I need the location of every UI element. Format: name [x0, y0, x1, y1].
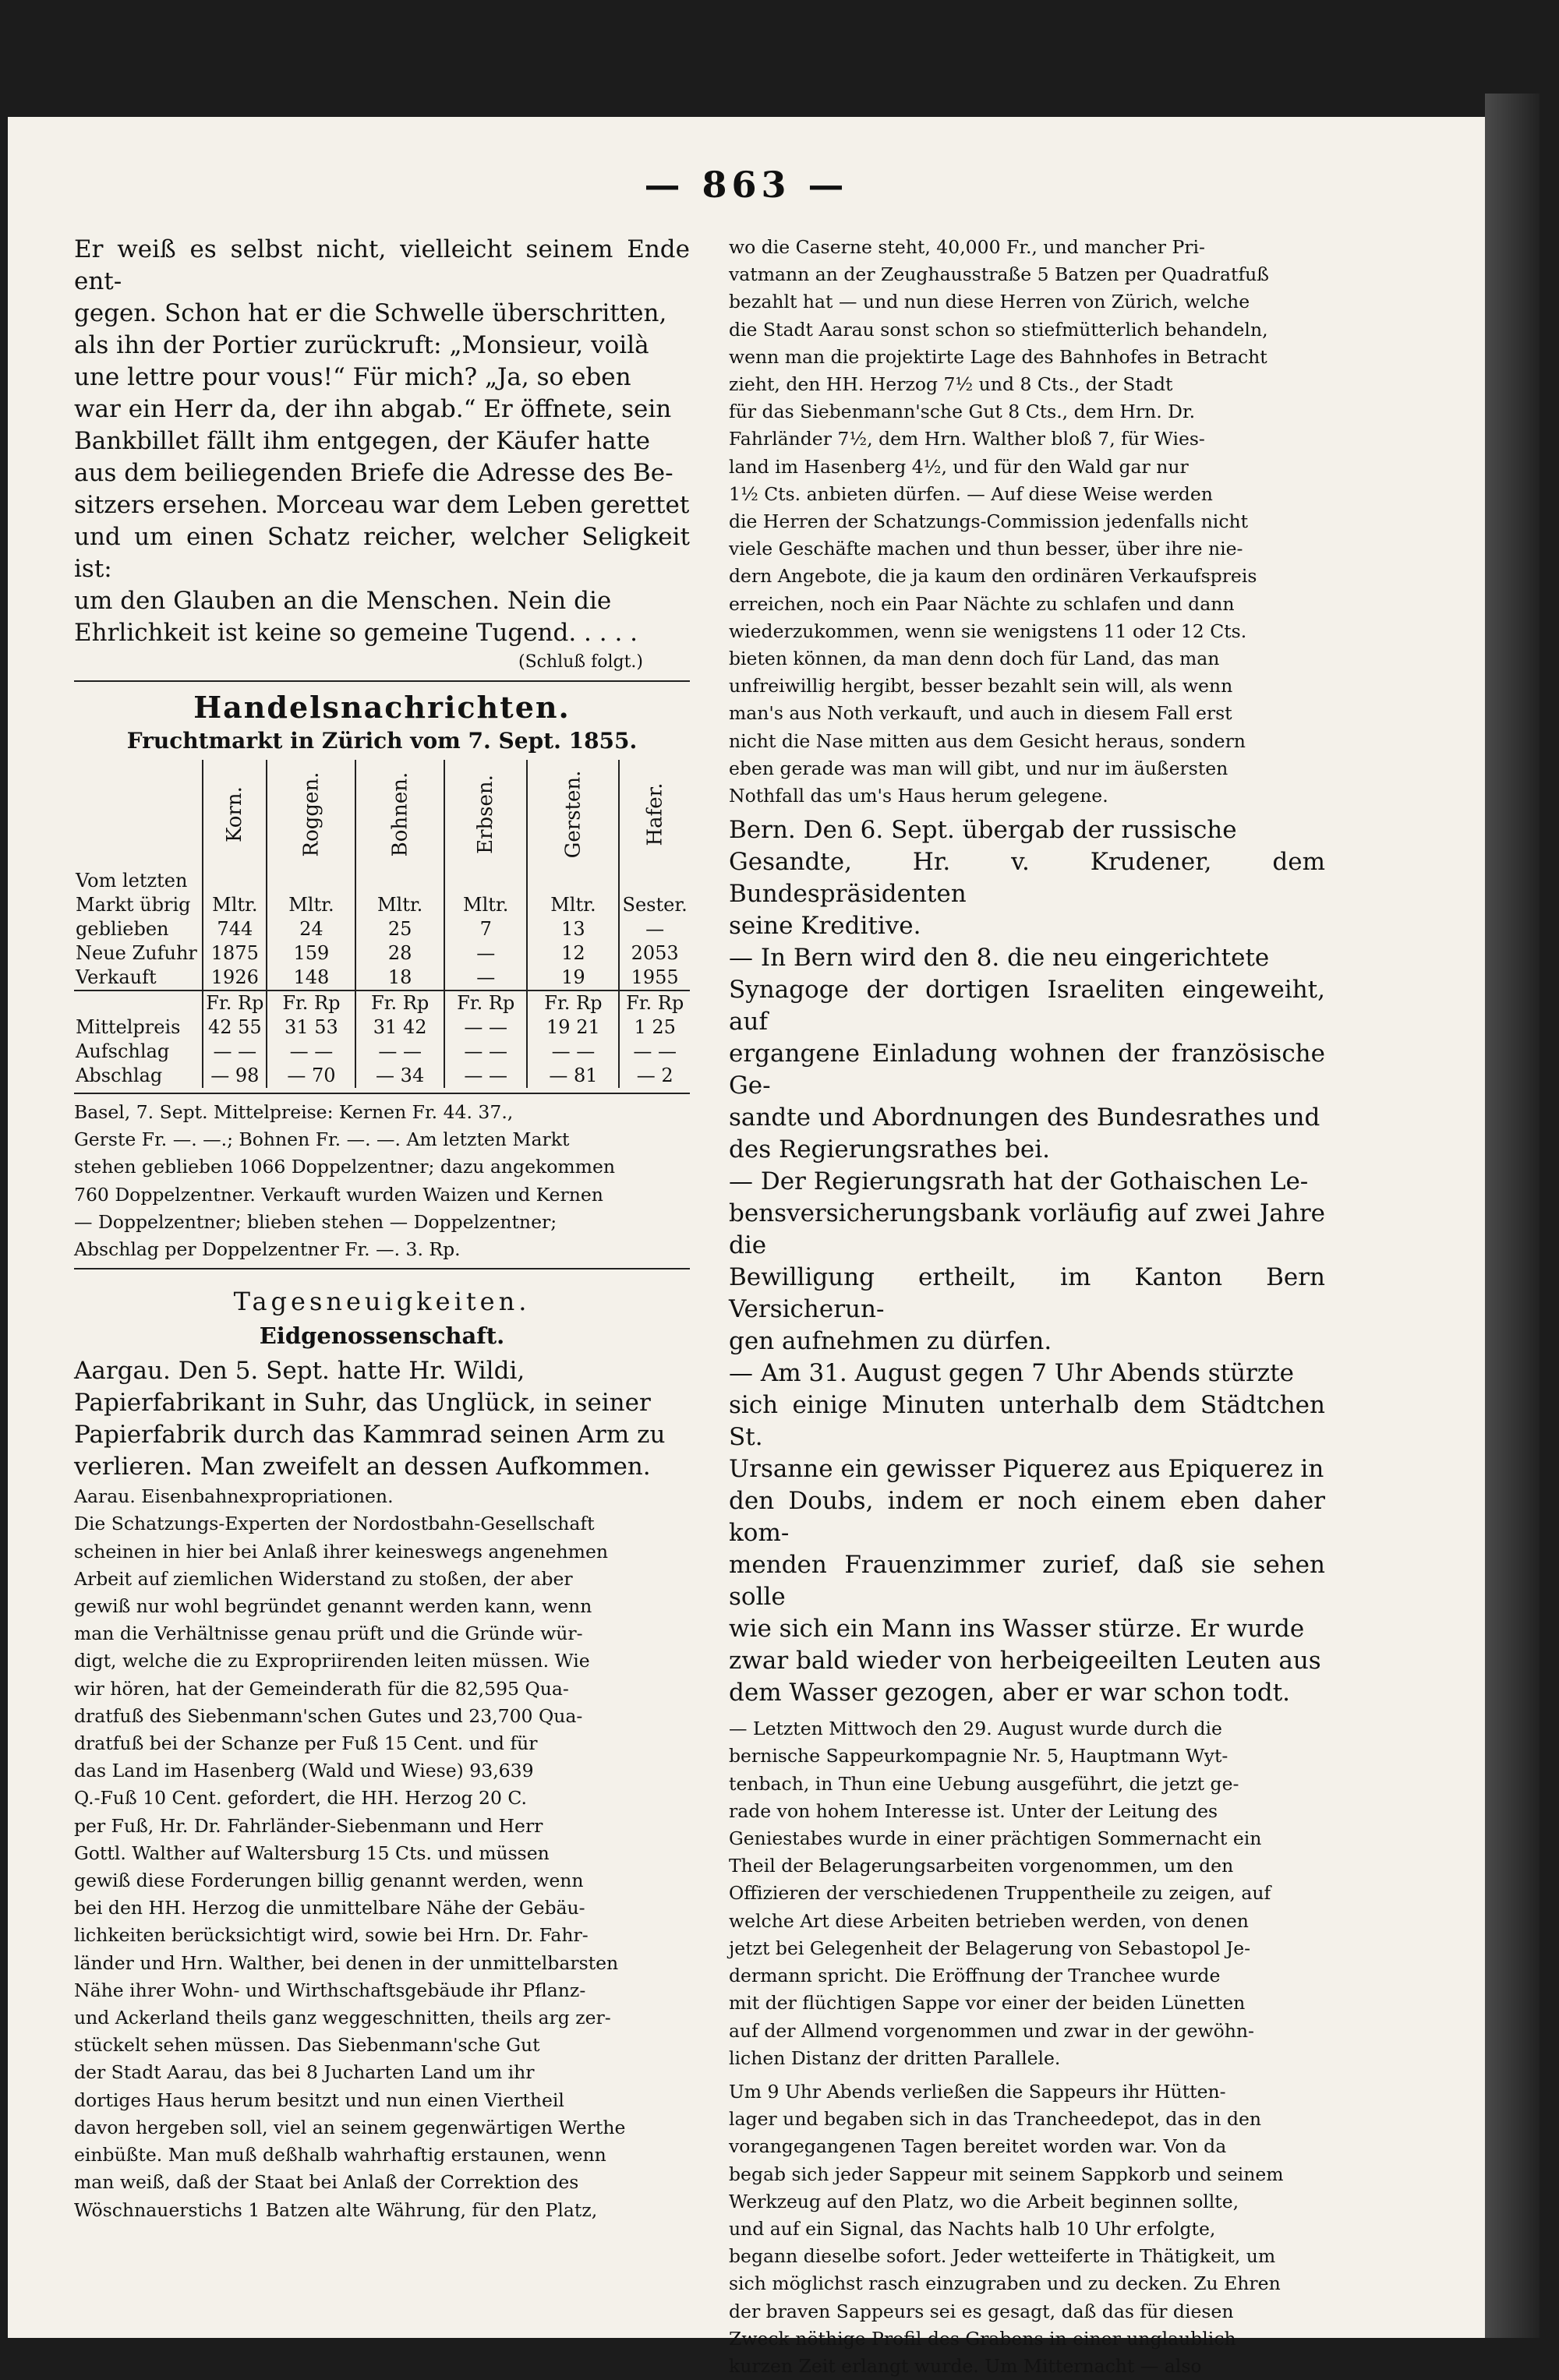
text-line: sitzers ersehen. Morceau war dem Leben gerettet: [74, 491, 690, 519]
text-line: begann dieselbe sofort. Jeder wetteiferte in Thätigkeit, um: [729, 2245, 1276, 2268]
table-row: Verkauft 1926 148 18 — 19 1955: [74, 966, 690, 990]
text-line: mit der flüchtigen Sappe vor einer der beiden Lünetten: [729, 1992, 1246, 2015]
text-line: Fahrländer 7½, dem Hrn. Walther bloß 7, für Wies-: [729, 428, 1205, 450]
text-line: der braven Sappeurs sei es gesagt, daß das für diesen: [729, 2300, 1234, 2322]
column-header: Gersten.: [527, 760, 619, 869]
text-line: und Ackerland theils ganz weggeschnitten, theils arg zer-: [74, 2007, 611, 2029]
text-line: Werkzeug auf den Platz, wo die Arbeit beginnen sollte,: [729, 2190, 1239, 2212]
text-line: wir hören, hat der Gemeinderath für die 82,595 Qua-: [74, 1677, 569, 1700]
newspaper-page: [8, 117, 1485, 2377]
confederation-heading: Eidgenossenschaft.: [259, 1322, 505, 1350]
text-line: menden Frauenzimmer zurief, daß sie sehen solle: [729, 1551, 1325, 1612]
text-line: seine Kreditive.: [729, 912, 921, 941]
left-column: [74, 234, 690, 2224]
text-line: bernische Sappeurkompagnie Nr. 5, Hauptmann Wyt-: [729, 1745, 1228, 1767]
text-line: tenbach, in Thun eine Uebung ausgeführt, die jetzt ge-: [729, 1772, 1239, 1795]
text-line: das Land im Hasenberg (Wald und Wiese) 93,639: [74, 1760, 534, 1782]
text-line: aus dem beiliegenden Briefe die Adresse des Be-: [74, 459, 673, 487]
text-line: Synagoge der dortigen Israeliten eingeweiht, auf: [729, 976, 1325, 1036]
text-line: land im Hasenberg 4½, und für den Wald gar nur: [729, 455, 1189, 478]
text-line: — Doppelzentner; blieben stehen — Doppelzentner;: [74, 1210, 557, 1233]
sapper-exercise-item: [729, 1715, 1325, 2072]
text-line: und auf ein Signal, das Nachts halb 10 Uhr erfolgte,: [729, 2217, 1216, 2240]
text-line: Aargau. Den 5. Sept. hatte Hr. Wildi,: [74, 1357, 525, 1386]
text-line: dermann spricht. Die Eröffnung der Tranchee wurde: [729, 1965, 1221, 1987]
text-line: une lettre pour vous!“ Für mich? „Ja, so eben: [74, 363, 631, 391]
text-line: zwar bald wieder von herbeigeeilten Leuten aus: [729, 1647, 1321, 1676]
text-line: Ehrlichkeit ist keine so gemeine Tugend. . . . .: [74, 619, 638, 647]
text-line: Bern. Den 6. Sept. übergab der russische: [729, 816, 1237, 845]
text-line: war ein Herr da, der ihn abgab.“ Er öffnete, sein: [74, 395, 672, 423]
table-row: Abschlag — 98 — 70 — 34 — — — 81 — 2: [74, 1064, 690, 1088]
text-line: nicht die Nase mitten aus dem Gesicht heraus, sondern: [729, 729, 1246, 752]
text-line: gewiß diese Forderungen billig genannt werden, wenn: [74, 1870, 584, 1892]
text-line: — Am 31. August gegen 7 Uhr Abends stürzte: [729, 1359, 1295, 1388]
text-line: Geniestabes wurde in einer prächtigen Sommernacht ein: [729, 1827, 1262, 1850]
column-header: Hafer.: [619, 760, 690, 869]
text-line: bieten können, da man denn doch für Land, das man: [729, 648, 1220, 670]
text-line: dratfuß bei der Schanze per Fuß 15 Cent. und für: [74, 1732, 538, 1755]
text-line: Arbeit auf ziemlichen Widerstand zu stoßen, der aber: [74, 1567, 573, 1590]
text-line: lichkeiten berücksichtigt wird, sowie bei Hrn. Dr. Fahr-: [74, 1924, 589, 1947]
section-divider: [74, 680, 690, 682]
text-line: Nothfall das um's Haus herum gelegene.: [729, 785, 1108, 807]
text-line: länder und Hrn. Walther, bei denen in der unmittelbarsten: [74, 1951, 619, 1974]
text-line: viele Geschäfte machen und thun besser, über ihre nie-: [729, 538, 1243, 560]
column-header: Bohnen.: [355, 760, 444, 869]
text-line: Gerste Fr. —. —.; Bohnen Fr. —. —. Am letzten Markt: [74, 1128, 570, 1151]
text-line: Um 9 Uhr Abends verließen die Sappeurs ihr Hütten-: [729, 2080, 1226, 2103]
table-row: Vom letzten: [74, 869, 690, 893]
text-line: bensversicherungsbank vorläufig auf zwei Jahre die: [729, 1199, 1325, 1260]
text-line: dratfuß des Siebenmann'schen Gutes und 23,700 Qua-: [74, 1704, 583, 1727]
text-line: — In Bern wird den 8. die neu eingerichtete: [729, 944, 1270, 973]
text-line: Die Schatzungs-Experten der Nordostbahn-Gesellschaft: [74, 1513, 595, 1535]
text-line: kurzen Zeit erlangt wurde. Um Mitternacht — also: [729, 2354, 1202, 2377]
table-row: Fr. Rp Fr. Rp Fr. Rp Fr. Rp Fr. Rp Fr. Rp: [74, 990, 690, 1015]
text-line: eben gerade was man will gibt, und nur im äußersten: [729, 757, 1228, 779]
text-line: stehen geblieben 1066 Doppelzentner; dazu angekommen: [74, 1156, 615, 1178]
table-row: Neue Zufuhr 1875 159 28 — 12 2053: [74, 941, 690, 966]
basel-report: [74, 1099, 690, 1263]
text-line: einbüßte. Man muß deßhalb wahrhaftig erstaunen, wenn: [74, 2144, 606, 2166]
text-line: bei den HH. Herzog die unmittelbare Nähe der Gebäu-: [74, 1897, 585, 1919]
text-line: Gottl. Walther auf Waltersburg 15 Cts. und müssen: [74, 1841, 550, 1864]
table-row: Aufschlag — — — — — — — — — — — —: [74, 1040, 690, 1064]
text-line: man die Verhältnisse genau prüft und die Gründe wür-: [74, 1623, 583, 1645]
text-line: Er weiß es selbst nicht, vielleicht seinem Ende ent-: [74, 235, 690, 295]
text-line: wenn man die projektirte Lage des Bahnhofes in Betracht: [729, 345, 1267, 368]
text-line: der Stadt Aarau, das bei 8 Jucharten Land um ihr: [74, 2061, 535, 2084]
text-line: lichen Distanz der dritten Parallele.: [729, 2046, 1061, 2069]
right-column: [729, 234, 1325, 2380]
text-line: Wöschnauerstichs 1 Batzen alte Währung, für den Platz,: [74, 2198, 598, 2221]
text-line: wie sich ein Mann ins Wasser stürze. Er wurde: [729, 1615, 1305, 1644]
text-line: Aarau. Eisenbahnexpropriationen.: [74, 1485, 394, 1508]
text-line: — Der Regierungsrath hat der Gothaischen Le-: [729, 1167, 1309, 1196]
text-line: digt, welche die zu Expropriirenden leiten müssen. Wie: [74, 1650, 590, 1672]
text-line: scheinen in hier bei Anlaß ihrer keineswegs angenehmen: [74, 1540, 608, 1563]
aarau-continuation: [729, 234, 1325, 810]
text-line: dortiges Haus herum besitzt und nun einen Viertheil: [74, 2089, 564, 2111]
text-line: auf der Allmend vorgenommen und zwar in der gewöhn-: [729, 2019, 1254, 2042]
page-number: — 863 —: [644, 164, 849, 206]
table-bottom-rule: [74, 1093, 690, 1094]
text-line: Q.-Fuß 10 Cent. gefordert, die HH. Herzog 20 C.: [74, 1787, 528, 1810]
text-line: dem Wasser gezogen, aber er war schon todt.: [729, 1679, 1291, 1707]
text-line: Offizieren der verschiedenen Truppentheile zu zeigen, auf: [729, 1882, 1271, 1905]
text-line: stückelt sehen müssen. Das Siebenmann'sche Gut: [74, 2034, 540, 2057]
market-heading: Fruchtmarkt in Zürich vom 7. Sept. 1855.: [126, 728, 638, 754]
text-line: um den Glauben an die Menschen. Nein die: [74, 587, 612, 615]
aarau-item: [74, 1483, 690, 2223]
text-line: unfreiwillig hergibt, besser bezahlt sein will, als wenn: [729, 675, 1233, 697]
text-line: davon hergeben soll, viel an seinem gegenwärtigen Werthe: [74, 2116, 626, 2138]
feuilleton-ending: [74, 234, 690, 676]
bern-insurance-item: [729, 1166, 1325, 1358]
text-line: sich einige Minuten unterhalb dem Städtchen St.: [729, 1391, 1325, 1452]
text-line: ergangene Einladung wohnen der französische Ge-: [729, 1040, 1325, 1100]
text-line: bezahlt hat — und nun diese Herren von Zürich, welche: [729, 291, 1250, 313]
text-line: des Regierungsrathes bei.: [729, 1135, 1051, 1164]
text-line: den Doubs, indem er noch einem eben daher kom-: [729, 1487, 1325, 1548]
table-row: Markt übrig Mltr. Mltr. Mltr. Mltr. Mltr. Sester.: [74, 893, 690, 917]
text-line: Abschlag per Doppelzentner Fr. —. 3. Rp.: [74, 1238, 461, 1261]
text-line: gegen. Schon hat er die Schwelle überschritten,: [74, 299, 667, 327]
sapper-night-item: [729, 2078, 1325, 2380]
bern-synagogue-item: [729, 942, 1325, 1166]
book-page-edge: [1485, 94, 1540, 2338]
text-line: Gesandte, Hr. v. Krudener, dem Bundespräsidenten: [729, 848, 1325, 909]
closing-note: (Schluß folgt.): [518, 652, 643, 672]
grain-market-table: [74, 760, 690, 1088]
text-line: Ursanne ein gewisser Piquerez aus Epiquerez in: [729, 1455, 1324, 1484]
text-line: Theil der Belagerungsarbeiten vorgenommen, um den: [729, 1855, 1234, 1877]
text-line: welche Art diese Arbeiten betrieben werden, von denen: [729, 1909, 1249, 1932]
text-line: die Stadt Aarau sonst schon so stiefmütterlich behandeln,: [729, 318, 1268, 341]
section-divider: [74, 1268, 690, 1269]
aargau-item: [74, 1355, 690, 1483]
column-header: Roggen.: [267, 760, 355, 869]
text-line: man weiß, daß der Staat bei Anlaß der Correktion des: [74, 2171, 579, 2194]
text-line: und um einen Schatz reicher, welcher Seligkeit ist:: [74, 523, 690, 583]
text-line: per Fuß, Hr. Dr. Fahrländer-Siebenmann und Herr: [74, 1814, 543, 1837]
table-corner: [74, 760, 203, 869]
table-row: Mittelpreis 42 55 31 53 31 42 — — 19 21 1 25: [74, 1015, 690, 1040]
text-line: Nähe ihrer Wohn- und Wirthschaftsgebäude ihr Pflanz-: [74, 1979, 586, 2001]
text-line: sich möglichst rasch einzugraben und zu decken. Zu Ehren: [729, 2272, 1281, 2295]
text-line: Papierfabrik durch das Kammrad seinen Arm zu: [74, 1421, 666, 1450]
text-line: die Herren der Schatzungs-Commission jedenfalls nicht: [729, 510, 1249, 533]
text-line: Basel, 7. Sept. Mittelpreise: Kernen Fr. 44. 37.,: [74, 1101, 514, 1123]
text-line: — Letzten Mittwoch den 29. August wurde durch die: [729, 1718, 1222, 1740]
text-line: gen aufnehmen zu dürfen.: [729, 1327, 1052, 1356]
text-line: Zweck nöthige Profil des Grabens in einer unglaublich: [729, 2327, 1236, 2350]
text-line: vorangegangenen Tagen bereitet worden war. Von da: [729, 2135, 1227, 2158]
text-line: Bewilligung ertheilt, im Kanton Bern Versicherun-: [729, 1263, 1325, 1324]
text-line: 760 Doppelzentner. Verkauft wurden Waizen und Kernen: [74, 1183, 603, 1206]
table-row: geblieben 744 24 25 7 13 —: [74, 917, 690, 941]
text-line: gewiß nur wohl begründet genannt werden kann, wenn: [74, 1595, 592, 1618]
bern-envoy-item: [729, 814, 1325, 942]
text-line: dern Angebote, die ja kaum den ordinären Verkaufspreis: [729, 565, 1257, 588]
text-line: Bankbillet fällt ihm entgegen, der Käufer hatte: [74, 427, 650, 455]
text-line: man's aus Noth verkauft, und auch in diesem Fall erst: [729, 702, 1232, 725]
text-line: verlieren. Man zweifelt an dessen Aufkommen.: [74, 1453, 651, 1481]
text-line: begab sich jeder Sappeur mit seinem Sappkorb und seinem: [729, 2163, 1284, 2185]
news-heading: Tagesneuigkeiten.: [233, 1287, 531, 1317]
text-line: wo die Caserne steht, 40,000 Fr., und mancher Pri-: [729, 236, 1205, 258]
column-header: Korn.: [203, 760, 267, 869]
text-line: Papierfabrikant in Suhr, das Unglück, in seiner: [74, 1389, 651, 1418]
column-header: Erbsen.: [444, 760, 528, 869]
text-line: als ihn der Portier zurückruft: „Monsieur, voilà: [74, 331, 649, 359]
text-line: für das Siebenmann'sche Gut 8 Cts., dem Hrn. Dr.: [729, 401, 1196, 423]
text-line: wiederzukommen, wenn sie wenigstens 11 oder 12 Cts.: [729, 620, 1247, 642]
text-line: 1½ Cts. anbieten dürfen. — Auf diese Weise werden: [729, 482, 1213, 505]
text-line: erreichen, noch ein Paar Nächte zu schlafen und dann: [729, 592, 1235, 615]
text-line: jetzt bei Gelegenheit der Belagerung von Sebastopol Je-: [729, 1937, 1251, 1959]
text-line: rade von hohem Interesse ist. Unter der Leitung des: [729, 1799, 1218, 1822]
text-line: vatmann an der Zeughausstraße 5 Batzen per Quadratfuß: [729, 263, 1269, 286]
bern-doubs-item: [729, 1358, 1325, 1709]
text-line: lager und begaben sich in das Trancheedepot, das in den: [729, 2108, 1262, 2131]
text-line: zieht, den HH. Herzog 7½ und 8 Cts., der Stadt: [729, 373, 1173, 396]
commerce-heading: Handelsnachrichten.: [193, 690, 571, 725]
text-line: sandte und Abordnungen des Bundesrathes und: [729, 1103, 1320, 1132]
